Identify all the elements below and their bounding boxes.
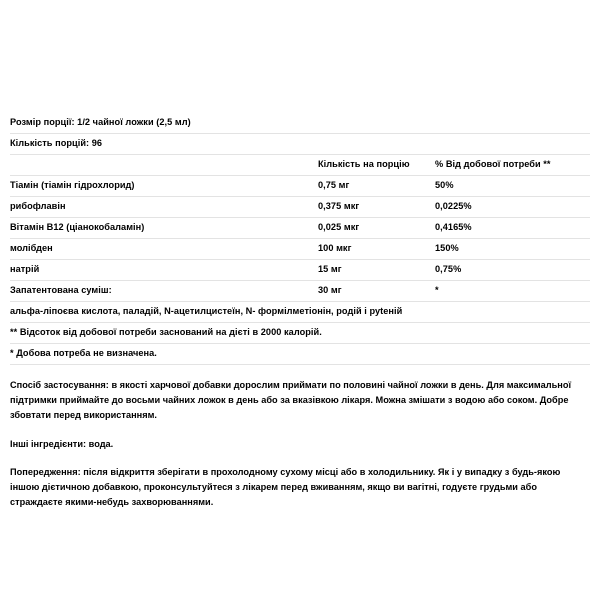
- footnote-double-star: ** Відсоток від добової потреби заснований на дієті в 2000 калорій.: [10, 323, 590, 344]
- other-ingredients-paragraph: Інші інгредієнти: вода.: [10, 438, 114, 449]
- table-row: [10, 260, 590, 281]
- nutrient-name: Вітамін B12 (ціанокобаламін): [10, 222, 145, 232]
- table-row: [10, 239, 590, 260]
- nutrient-amount: 0,025 мкг: [318, 222, 360, 232]
- nutrient-daily-value: *: [435, 285, 439, 295]
- nutrient-daily-value: 0,4165%: [435, 222, 472, 232]
- nutrient-name: натрій: [10, 264, 40, 274]
- warning-paragraph: Попередження: після відкриття зберігати в прохолодному сухому місці або в холодильнику. Як і у випадку з будь-якою іншою дієтичною добавкою, проконсультуйтеся з лікарем перед вживанням, якщо ви вагітні, годуєте грудьми або страждаєте якими-небудь захворюваннями.: [10, 466, 561, 508]
- blend-ingredients-text: альфа-ліпоєва кислота, паладій, N-ацетилцистеїн, N- формілметіонін, родій і руteній: [10, 306, 403, 316]
- table-row: [10, 176, 590, 197]
- nutrient-amount: 15 мг: [318, 264, 342, 274]
- supplement-facts-table: [10, 113, 590, 365]
- nutrient-name: Запатентована суміш:: [10, 285, 112, 295]
- table-row: [10, 218, 590, 239]
- nutrient-amount: 100 мкг: [318, 243, 352, 253]
- nutrient-daily-value: 0,0225%: [435, 201, 472, 211]
- proprietary-blend-row: [10, 281, 590, 302]
- nutrient-daily-value: 50%: [435, 180, 454, 190]
- nutrient-name: рибофлавін: [10, 201, 66, 211]
- table-row: [10, 197, 590, 218]
- nutrient-name: Тіамін (тіамін гідрохлорид): [10, 180, 135, 190]
- servings-per-container-text: Кількість порцій: 96: [10, 138, 103, 148]
- serving-size-row: [10, 113, 590, 134]
- nutrient-amount: 0,375 мкг: [318, 201, 360, 211]
- table-header-row: [10, 155, 590, 176]
- nutrient-daily-value: 150%: [435, 243, 459, 253]
- column-header-percent-daily-value: % Від добової потреби **: [435, 159, 551, 169]
- nutrient-amount: 30 мг: [318, 285, 342, 295]
- servings-per-container-row: [10, 134, 590, 155]
- directions-paragraph: Спосіб застосування: в якості харчової добавки дорослим приймати по половині чайної ложки в день. Для максимальної підтримки приймайте до восьми чайних ложок в день або за вказівкою лікаря. Можна змішати з водою або соком. Добре збовтати перед використанням.: [10, 380, 572, 421]
- product-description: [10, 378, 590, 510]
- blend-ingredients-row: [10, 302, 590, 323]
- nutrient-amount: 0,75 мг: [318, 180, 350, 190]
- nutrient-name: молібден: [10, 243, 53, 253]
- footnote-single-star: * Добова потреба не визначена.: [10, 344, 590, 365]
- serving-size-text: Розмір порції: 1/2 чайної ложки (2,5 мл): [10, 117, 191, 127]
- nutrient-daily-value: 0,75%: [435, 264, 462, 274]
- column-header-amount-per-serving: Кількість на порцію: [318, 159, 410, 169]
